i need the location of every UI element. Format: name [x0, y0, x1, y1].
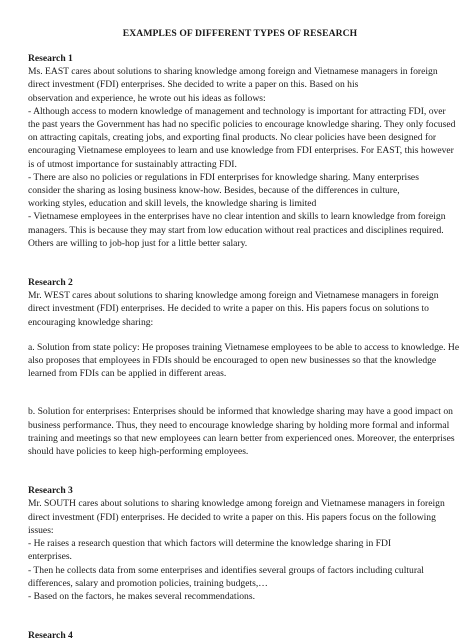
research-3-line: Mr. SOUTH cares about solutions to sharing knowledge among foreign and Vietnamese managers in foreign — [28, 498, 445, 510]
research-1-line: Others are willing to job-hop just for a little better salary. — [28, 237, 248, 249]
research-2-para-b-line: business performance. Thus, they need to encourage knowledge sharing by holding more formal and informal — [28, 419, 450, 431]
research-1-line: on attracting capitals, creating jobs, and exporting final products. No clear policies have been designed for — [28, 132, 437, 144]
research-2-heading: Research 2 — [28, 277, 73, 289]
research-3-line: - Then he collects data from some enterprises and identifies several groups of factors including cultural — [28, 564, 424, 576]
research-3-line: differences, salary and promotion policies, training budgets,… — [28, 577, 268, 589]
research-3-line: direct investment (FDI) enterprises. He decided to write a paper on this. His papers focus on the following — [28, 511, 436, 523]
section-spacer — [28, 603, 452, 629]
research-3-section — [28, 484, 452, 603]
research-2-para-a-line: learned from FDIs can be applied in different areas. — [28, 368, 227, 380]
research-2-para-b-line: should have policies to keep high-performing employees. — [28, 446, 249, 458]
research-1-line: - There are also no policies or regulations in FDI enterprises for knowledge sharing. Many enterprises — [28, 171, 419, 183]
section-spacer — [28, 250, 452, 276]
research-1-line: direct investment (FDI) enterprises. She decided to write a paper on this. Based on his — [28, 79, 359, 91]
research-1-line: Ms. EAST cares about solutions to sharing knowledge among foreign and Vietnamese managers in foreign — [28, 66, 438, 78]
research-1-line: - Vietnamese employees in the enterprises have no clear intention and skills to learn knowledge from foreign — [28, 211, 446, 223]
research-4-section — [28, 629, 452, 642]
research-3-line: - He raises a research question that which factors will determine the knowledge sharing in FDI — [28, 538, 392, 550]
research-2-intro-line: Mr. WEST cares about solutions to sharing knowledge among foreign and Vietnamese managers in foreign — [28, 290, 439, 302]
research-2-para-b-line: training and meetings so that new employees can learn better from experienced ones. Moreover, the enterprises — [28, 432, 455, 444]
research-1-section — [28, 52, 456, 250]
research-2-para-a-line: a. Solution from state policy: He proposes training Vietnamese employees to be able to access to knowledge. He — [28, 341, 460, 353]
research-1-line: is of utmost importance for sustainably attracting FDI. — [28, 158, 237, 170]
research-3-heading: Research 3 — [28, 485, 73, 497]
research-1-line: the past years the Government has had no specific policies to encourage knowledge sharing. They only focused — [28, 119, 456, 131]
section-spacer — [28, 458, 452, 484]
research-2-section — [28, 276, 460, 458]
research-1-line: observation and experience, he wrote out his ideas as follows: — [28, 92, 266, 104]
research-4-heading: Research 4 — [28, 630, 73, 642]
research-1-line: consider the sharing as losing business know-how. Besides, because of the differences in culture, — [28, 185, 400, 197]
paragraph-spacer — [28, 329, 452, 341]
research-1-line: managers. This is because they may start from low education without real practices and disciplines required. — [28, 224, 444, 236]
research-3-line: issues: — [28, 524, 54, 536]
research-1-line: - Although access to modern knowledge of management and technology is important for attracting FDI, over — [28, 105, 446, 117]
research-2-para-b-line: b. Solution for enterprises: Enterprises should be informed that knowledge sharing may have a good impact on — [28, 406, 453, 418]
research-3-line: - Based on the factors, he makes several recommendations. — [28, 590, 255, 602]
research-2-intro-line: direct investment (FDI) enterprises. He decided to write a paper on this. His papers focus on solutions to — [28, 303, 429, 315]
research-3-line: enterprises. — [28, 551, 72, 563]
research-2-intro-line: encouraging knowledge sharing: — [28, 316, 154, 328]
document-title: EXAMPLES OF DIFFERENT TYPES OF RESEARCH — [122, 28, 358, 39]
research-2-para-a-line: also proposes that employees in FDIs should be encouraged to open new businesses so that the knowledge — [28, 355, 437, 367]
research-1-heading: Research 1 — [28, 53, 73, 64]
paragraph-spacer — [28, 380, 452, 405]
research-1-line: working styles, education and skill levels, the knowledge sharing is limited — [28, 198, 317, 210]
research-1-line: encouraging Vietnamese employees to learn and use knowledge from FDI enterprises. For EAST, this however — [28, 145, 454, 157]
